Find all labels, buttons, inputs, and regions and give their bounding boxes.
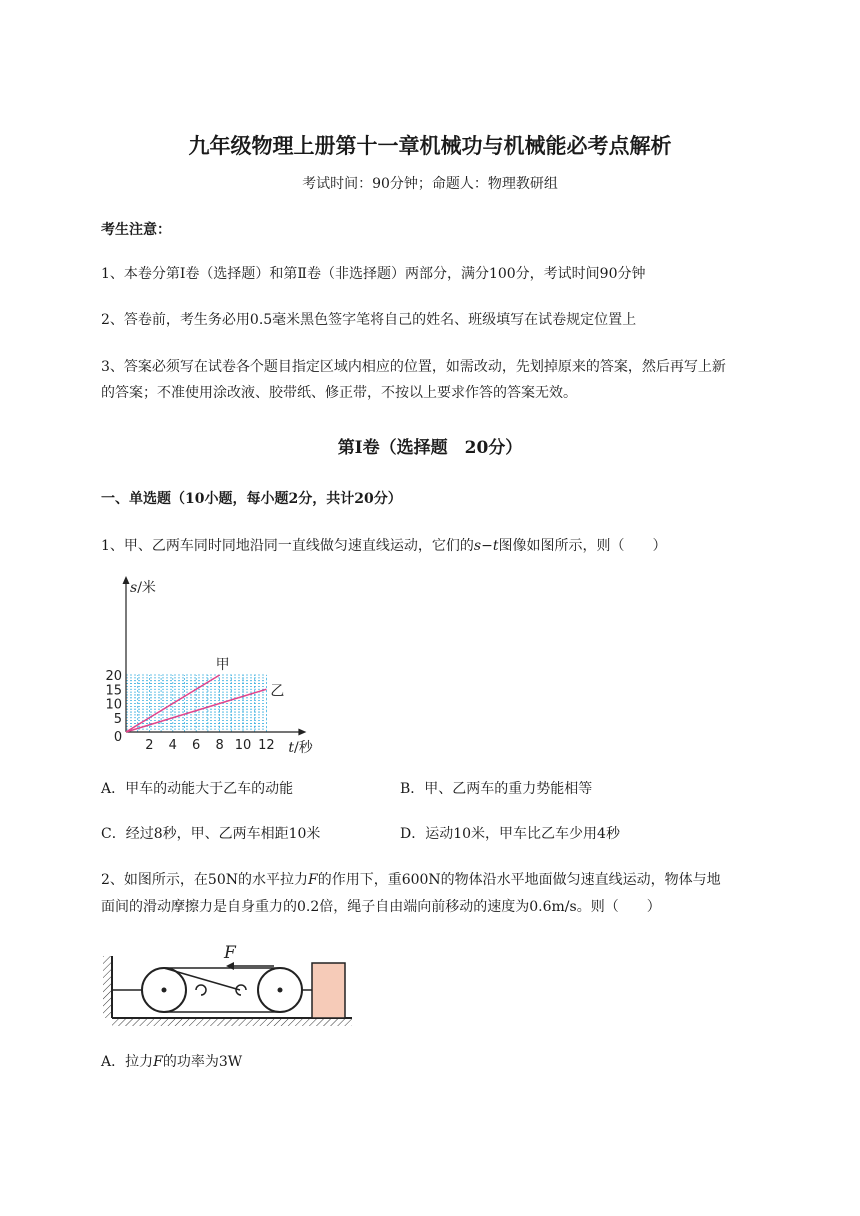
q2-option-a-text-b: 的功率为3W bbox=[162, 1054, 243, 1070]
y-axis-label: s/米 bbox=[130, 580, 156, 596]
question-2-text-a: 2、如图所示，在50N的水平拉力 bbox=[101, 872, 308, 888]
q1-option-b[interactable]: B．甲、乙两车的重力势能相等 bbox=[400, 781, 593, 797]
q1-option-a[interactable]: A．甲车的动能大于乙车的动能 bbox=[101, 781, 294, 797]
x-tick-label: 12 bbox=[258, 738, 275, 753]
series-label-1: 乙 bbox=[270, 683, 285, 700]
x-axis-label: t/秒 bbox=[288, 740, 313, 756]
force-label: F bbox=[224, 943, 236, 963]
y-tick-label: 20 bbox=[105, 669, 122, 684]
series-label-0: 甲 bbox=[215, 657, 230, 673]
x-tick-label: 6 bbox=[192, 738, 201, 753]
wall-hatch bbox=[103, 956, 112, 1018]
section-title: 第Ⅰ卷（选择题 20分） bbox=[337, 438, 523, 458]
question-1-text-b: 图像如图所示，则（ ） bbox=[498, 538, 667, 554]
q2-option-a-text-a: A．拉力 bbox=[101, 1054, 154, 1070]
question-1-stem bbox=[101, 535, 666, 555]
notice-item-1: 1、本卷分第Ⅰ卷（选择题）和第Ⅱ卷（非选择题）两部分，满分100分，考试时间90分钟 bbox=[101, 266, 646, 282]
ground-hatch bbox=[112, 1018, 352, 1026]
x-tick-label: 4 bbox=[168, 738, 177, 753]
fixed-pulley-axle bbox=[162, 988, 167, 993]
part-heading: 一、单选题（10小题，每小题2分，共计20分） bbox=[101, 491, 402, 507]
pulley-figure bbox=[100, 938, 360, 1030]
st-graph bbox=[100, 572, 330, 757]
y-tick-label: 15 bbox=[105, 683, 122, 699]
question-1-text-a: 1、甲、乙两车同时同地沿同一直线做匀速直线运动，它们的 bbox=[101, 538, 474, 554]
y-axis-arrow bbox=[123, 576, 130, 584]
block bbox=[312, 963, 345, 1018]
q2-option-a[interactable] bbox=[101, 1051, 242, 1071]
origin-label: 0 bbox=[113, 730, 123, 745]
notice-item-3: 3、答案必须写在试卷各个题目指定区域内相应的位置，如需改动，先划掉原来的答案，然后再写上新 bbox=[101, 359, 726, 375]
x-tick-label: 2 bbox=[145, 738, 154, 753]
x-tick-label: 8 bbox=[215, 738, 224, 753]
notice-item-3-cont: 的答案；不准使用涂改液、胶带纸、修正带，不按以上要求作答的答案无效。 bbox=[101, 385, 577, 401]
exam-info: 考试时间：90分钟；命题人：物理教研组 bbox=[302, 176, 558, 192]
q1-option-d[interactable]: D．运动10米，甲车比乙车少用4秒 bbox=[400, 826, 620, 842]
q2-option-a-var: F bbox=[153, 1054, 163, 1070]
q1-option-c[interactable]: C．经过8秒，甲、乙两车相距10米 bbox=[101, 826, 321, 842]
y-tick-label: 5 bbox=[113, 711, 122, 727]
force-arrow-head bbox=[226, 962, 234, 970]
page-title: 九年级物理上册第十一章机械功与机械能必考点解析 bbox=[188, 133, 672, 158]
notice-item-2: 2、答卷前，考生务必用0.5毫米黑色签字笔将自己的姓名、班级填写在试卷规定位置上 bbox=[101, 312, 637, 328]
movable-pulley-axle bbox=[278, 988, 283, 993]
question-2-var: F bbox=[307, 872, 318, 888]
question-2-text-b: 的作用下，重600N的物体沿水平地面做匀速直线运动，物体与地 bbox=[317, 872, 721, 888]
hook-left bbox=[196, 985, 206, 995]
question-2-line-2: 面间的滑动摩擦力是自身重力的0.2倍，绳子自由端向前移动的速度为0.6m/s。则（ ） bbox=[101, 899, 661, 915]
x-axis-arrow bbox=[298, 729, 306, 736]
y-tick-label: 10 bbox=[105, 697, 122, 713]
question-2-line-1 bbox=[101, 869, 721, 889]
notice-heading: 考生注意： bbox=[101, 222, 171, 238]
x-tick-label: 10 bbox=[234, 738, 252, 753]
question-1-var: s−t bbox=[473, 538, 499, 554]
